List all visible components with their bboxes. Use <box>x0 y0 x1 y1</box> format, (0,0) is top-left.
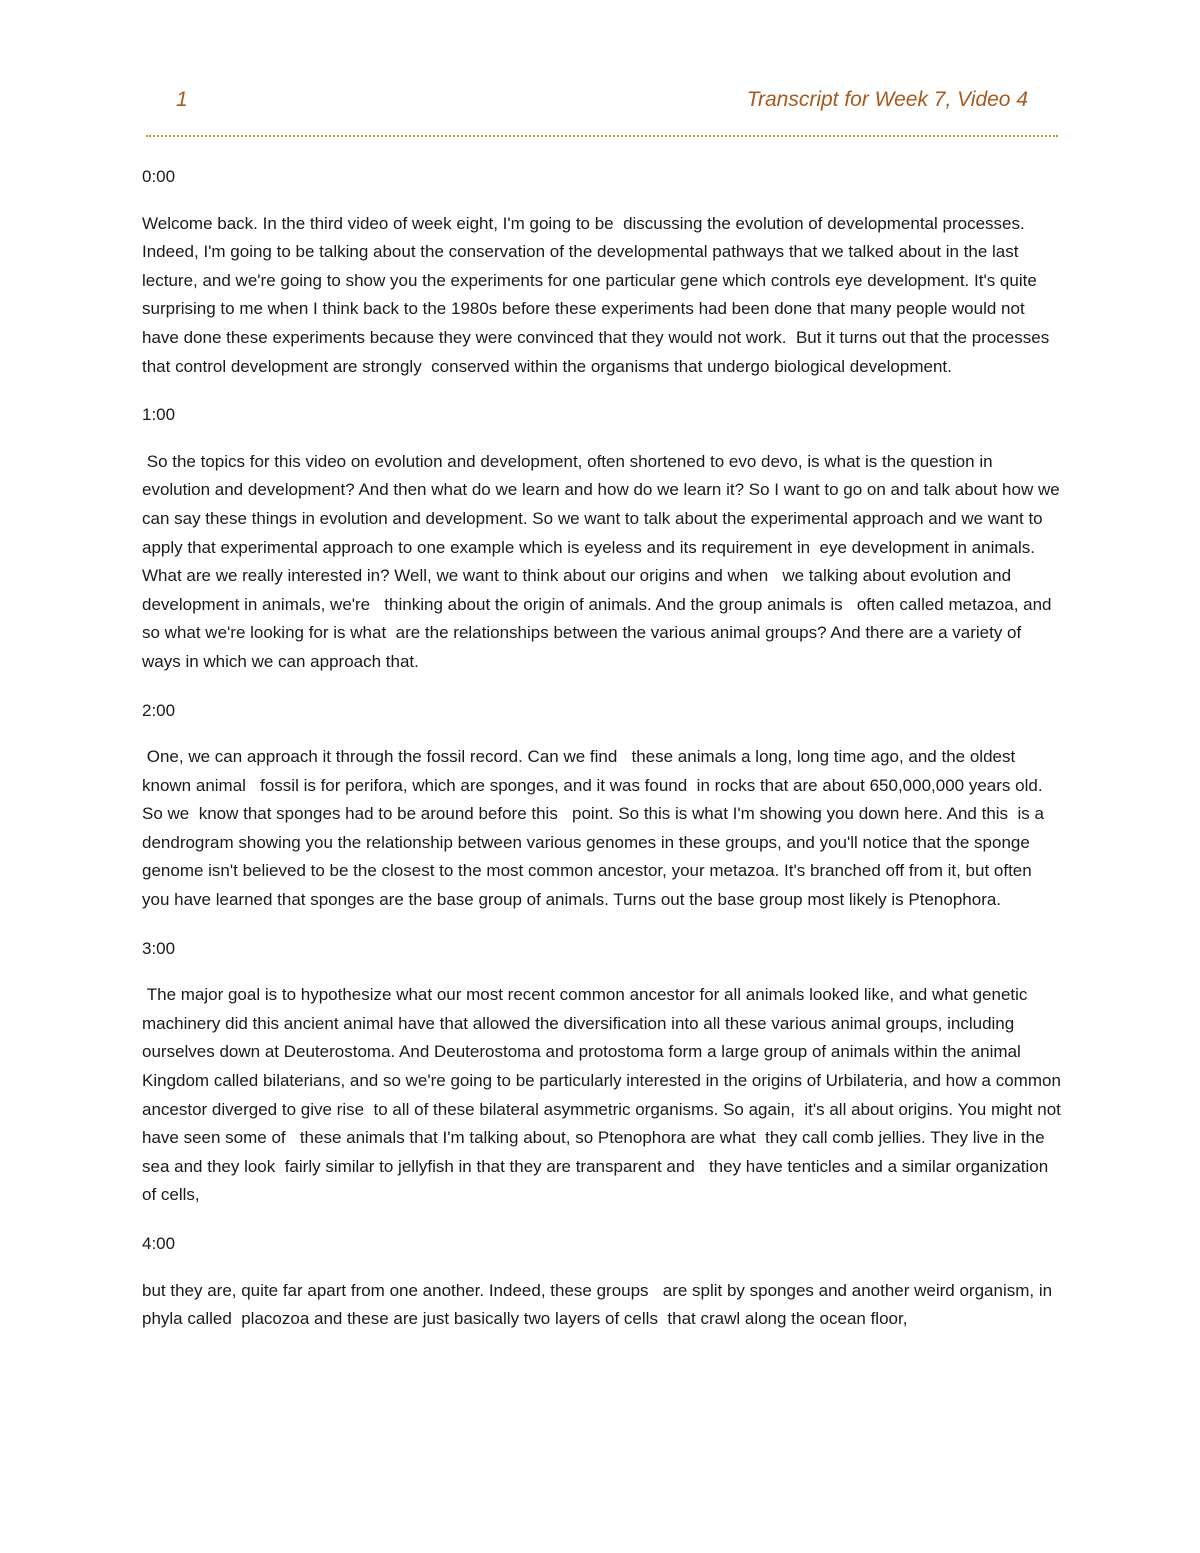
transcript-paragraph: but they are, quite far apart from one another. Indeed, these groups are split by sponges and another weird organism, in phyla called placozoa and these are just basically two layers of cells that crawl along the ocean floor, <box>142 1280 1057 1329</box>
timestamp: 3:00 <box>142 938 176 958</box>
timestamp: 1:00 <box>142 405 176 425</box>
transcript-section <box>142 697 1062 915</box>
header-divider <box>146 135 1058 137</box>
timestamp: 4:00 <box>142 1234 176 1253</box>
timestamp: 0:00 <box>142 167 176 186</box>
transcript-section <box>142 401 1065 676</box>
transcript-paragraph: So the topics for this video on evolution and development, often shortened to evo devo, is what is the question in evolution and development? And then what do we learn and how do we learn it? So I want to go on and talk about how we can say these things in evolution and development. So we want to talk about the experimental approach and we want to apply that experimental approach to one example which is eyeless and its requirement in eye development in animals. What are we really interested in? Well, we want to think about our origins and when we talking about evolution and development in animals, we're thinking about the origin of animals. And the group animals is often called metazoa, and so what we're looking for is what are the relationships between the various animal groups? And there are a variety of ways in which we can approach that. <box>142 451 1065 671</box>
transcript-paragraph: One, we can approach it through the fossil record. Can we find these animals a long, long time ago, and the oldest known animal fossil is for perifora, which are sponges, and it was found in rocks that are about 650,000,000 years old. So we know that sponges had to be around before this point. So this is what I'm showing you down here. And this is a dendrogram showing you the relationship between various genomes in these groups, and you'll notice that the sponge genome isn't believed to be the closest to the most common ancestor, your metazoa. It's branched off from it, but often you have learned that sponges are the base group of animals. Turns out the base group most likely is Ptenophora. <box>142 747 1049 910</box>
transcript-section <box>142 163 1062 381</box>
page-number: 1 <box>176 88 188 111</box>
transcript-body <box>142 163 1066 1354</box>
page-title: Transcript for Week 7, Video 4 <box>746 88 1028 111</box>
transcript-section <box>142 935 1066 1210</box>
transcript-section <box>142 1230 1062 1334</box>
timestamp: 2:00 <box>142 700 176 720</box>
transcript-paragraph: Welcome back. In the third video of week eight, I'm going to be discussing the evolution of developmental processes. Indeed, I'm going to be talking about the conservation of the developmental pathways that we talked about in the last lecture, and we're going to show you the experiments for one particular gene which controls eye development. It's quite surprising to me when I think back to the 1980s before these experiments had been done that many people would not have done these experiments because they were convinced that they would not work. But it turns out that the processes that control development are strongly conserved within the organisms that undergo biological development. <box>142 213 1054 376</box>
page-header <box>142 88 1058 122</box>
transcript-paragraph: The major goal is to hypothesize what our most recent common ancestor for all animals looked like, and what genetic machinery did this ancient animal have that allowed the diversification into all these various animal groups, including ourselves down at Deuterostoma. And Deuterostoma and protostoma form a large group of animals within the animal Kingdom called bilaterians, and so we're going to be particularly interested in the origins of Urbilateria, and how a common ancestor diverged to give rise to all of these bilateral asymmetric organisms. So again, it's all about origins. You might not have seen some of these animals that I'm talking about, so Ptenophora are what they call comb jellies. They live in the sea and they look fairly similar to jellyfish in that they are transparent and they have tenticles and a similar organization of cells, <box>142 985 1066 1205</box>
